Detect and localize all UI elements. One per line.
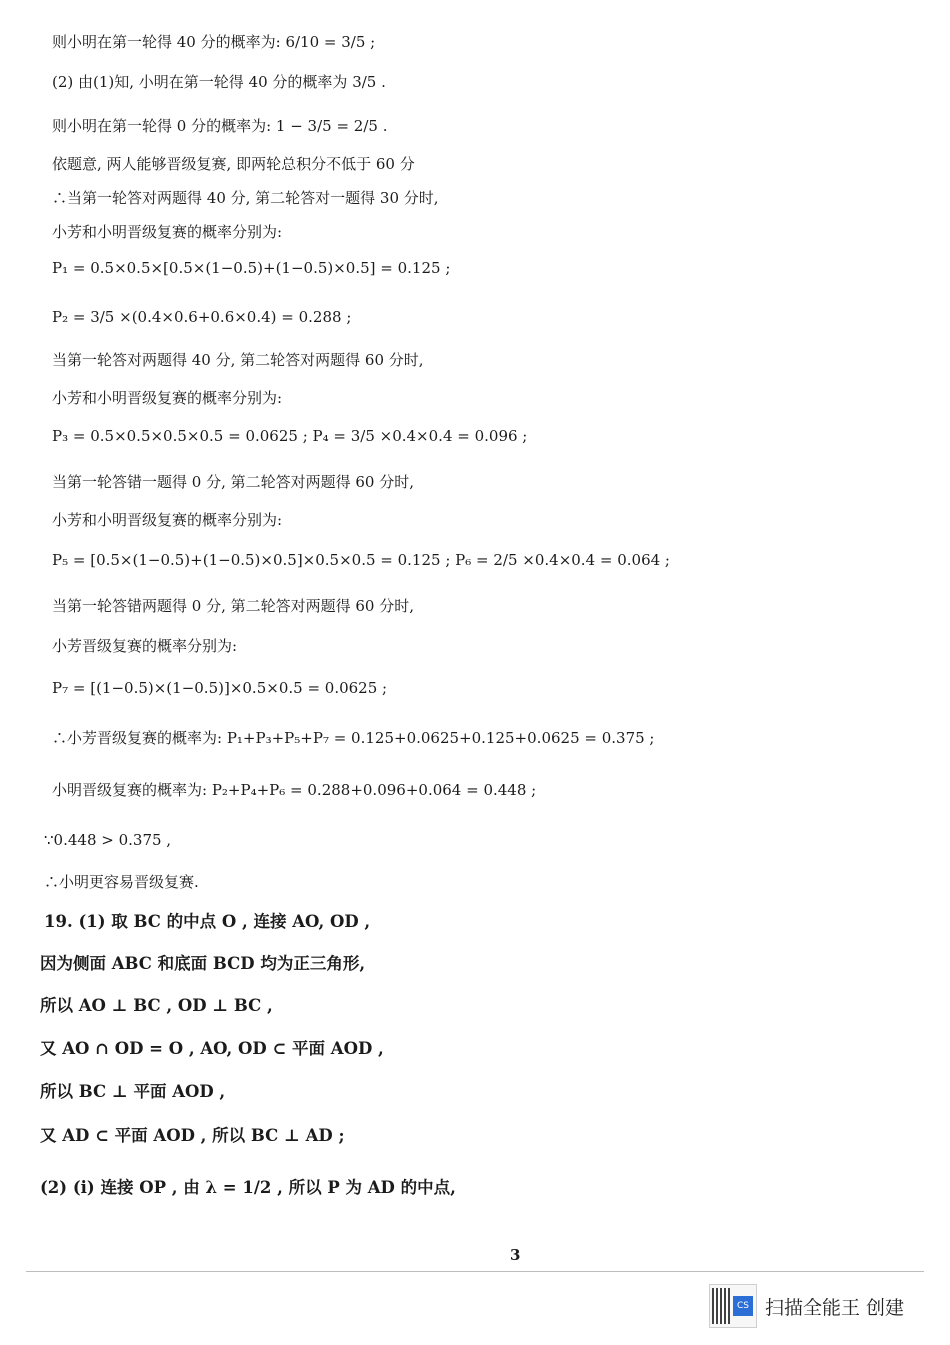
text-line-12: 当第一轮答错一题得 0 分, 第二轮答对两题得 60 分时, [52,473,415,491]
qr-pattern [712,1288,730,1324]
formula-p5-p6: P₅ = [0.5×(1−0.5)+(1−0.5)×0.5]×0.5×0.5 = 0.125 ; P₆ = 2/5 ×0.4×0.4 = 0.064 ; [52,551,670,569]
text-line-9: 当第一轮答对两题得 40 分, 第二轮答对两题得 60 分时, [52,351,424,369]
scanner-watermark [709,1283,904,1329]
text-line-16: 小芳晋级复赛的概率分别为: [52,637,238,655]
text-line-2: (2) 由(1)知, 小明在第一轮得 40 分的概率为 3/5 . [52,73,386,91]
scanner-label: 扫描全能王 创建 [765,1296,905,1319]
text-comparison: ∵0.448 > 0.375 , [44,831,172,849]
text-conclusion: ∴小明更容易晋级复赛. [44,873,199,891]
qr-code-icon [709,1284,757,1328]
footer-divider [26,1271,924,1272]
page-number: 3 [510,1246,521,1264]
formula-p1: P₁ = 0.5×0.5×[0.5×(1−0.5)+(1−0.5)×0.5] = 0.125 ; [52,259,451,277]
formula-p3-p4: P₃ = 0.5×0.5×0.5×0.5 = 0.0625 ; P₄ = 3/5 ×0.4×0.4 = 0.096 ; [52,427,528,445]
text-line-6: 小芳和小明晋级复赛的概率分别为: [52,223,283,241]
text-line-5: ∴当第一轮答对两题得 40 分, 第二轮答对一题得 30 分时, [52,189,439,207]
text-line-13: 小芳和小明晋级复赛的概率分别为: [52,511,283,529]
problem-19-line-5: 所以 BC ⊥ 平面 AOD , [40,1082,226,1101]
text-line-15: 当第一轮答错两题得 0 分, 第二轮答对两题得 60 分时, [52,597,415,615]
text-line-3: 则小明在第一轮得 0 分的概率为: 1 − 3/5 = 2/5 . [52,117,388,135]
problem-19-line-3: 所以 AO ⊥ BC , OD ⊥ BC , [40,996,273,1015]
scanner-logo-icon: CS [733,1296,753,1316]
formula-p7: P₇ = [(1−0.5)×(1−0.5)]×0.5×0.5 = 0.0625 ; [52,679,388,697]
text-line-10: 小芳和小明晋级复赛的概率分别为: [52,389,283,407]
problem-19-line-7: (2) (i) 连接 OP , 由 λ = 1/2 , 所以 P 为 AD 的中点, [40,1178,456,1197]
text-xiaoming-probability: 小明晋级复赛的概率为: P₂+P₄+P₆ = 0.288+0.096+0.064 = 0.448 ; [52,781,537,799]
problem-19-line-4: 又 AO ∩ OD = O , AO, OD ⊂ 平面 AOD , [40,1039,384,1058]
text-xiaofang-probability: ∴小芳晋级复赛的概率为: P₁+P₃+P₅+P₇ = 0.125+0.0625+0.125+0.0625 = 0.375 ; [52,729,655,747]
text-line-1: 则小明在第一轮得 40 分的概率为: 6/10 = 3/5 ; [52,33,376,51]
formula-p2: P₂ = 3/5 ×(0.4×0.6+0.6×0.4) = 0.288 ; [52,308,352,326]
text-line-4: 依题意, 两人能够晋级复赛, 即两轮总积分不低于 60 分 [52,155,415,173]
problem-19-line-1: 19. (1) 取 BC 的中点 O , 连接 AO, OD , [44,912,371,931]
problem-19-line-6: 又 AD ⊂ 平面 AOD , 所以 BC ⊥ AD ; [40,1126,345,1145]
problem-19-line-2: 因为侧面 ABC 和底面 BCD 均为正三角形, [40,954,366,973]
